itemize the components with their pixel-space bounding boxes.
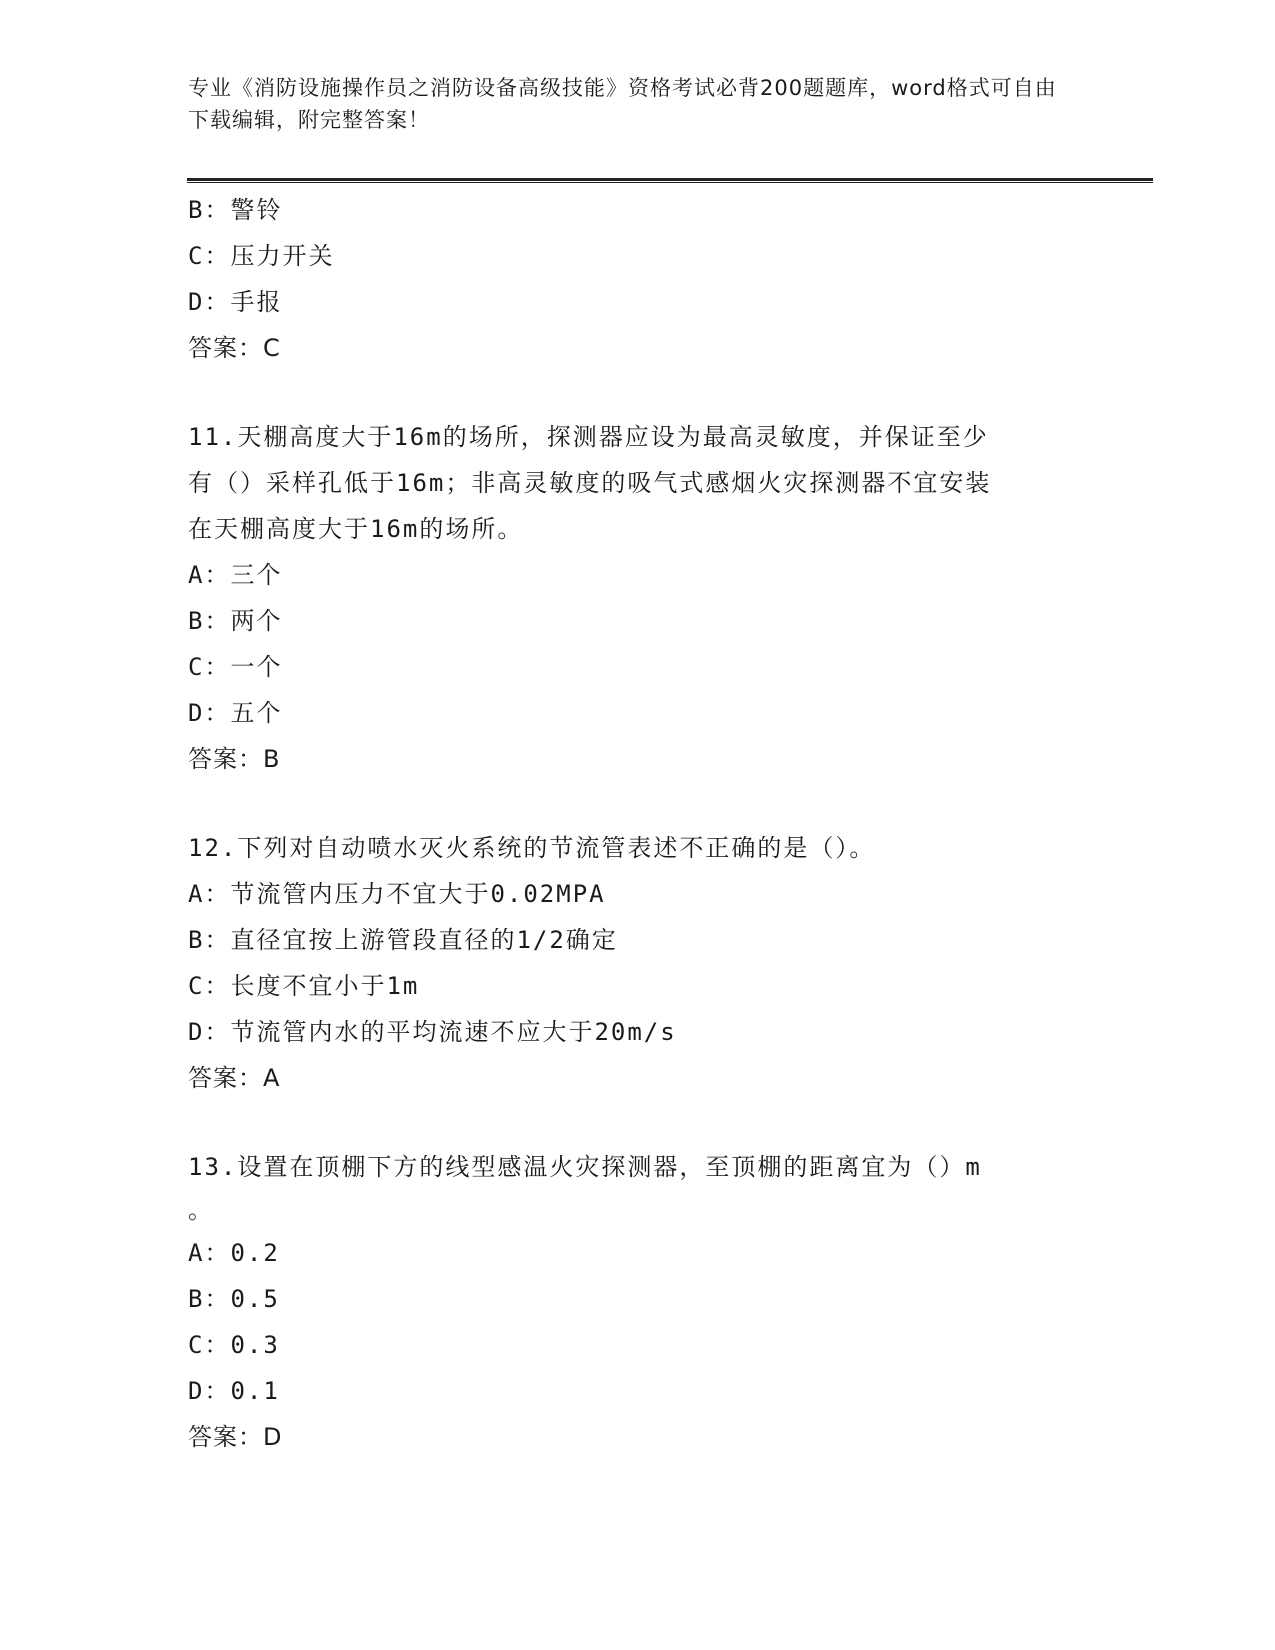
option-d: D：五个 xyxy=(188,699,283,727)
question-block-12 xyxy=(188,825,1088,1101)
question-text-line: 在天棚高度大于16m的场所。 xyxy=(188,515,524,543)
question-list xyxy=(188,187,1088,1460)
question-text-line: 有（）采样孔低于16m；非高灵敏度的吸气式感烟火灾探测器不宜安装 xyxy=(188,469,992,497)
option-d: D：节流管内水的平均流速不应大于20m/s xyxy=(188,1018,677,1046)
answer-line: 答案：B xyxy=(188,745,281,773)
answer-line: 答案：A xyxy=(188,1064,281,1092)
question-text-line: 12.下列对自动喷水灭火系统的节流管表述不正确的是（）。 xyxy=(188,834,876,862)
option-d: D：0.1 xyxy=(188,1377,280,1405)
option-b: B：直径宜按上游管段直径的1/2确定 xyxy=(188,926,618,954)
header-title: 专业《消防设施操作员之消防设备高级技能》资格考试必背200题题库，word格式可自由下载编辑，附完整答案！ xyxy=(188,76,1057,132)
document-header xyxy=(188,72,1068,136)
option-a: A：三个 xyxy=(188,561,283,589)
question-text-line: 11.天棚高度大于16m的场所，探测器应设为最高灵敏度，并保证至少 xyxy=(188,423,989,451)
option-a: A：0.2 xyxy=(188,1239,280,1267)
header-divider xyxy=(187,178,1153,183)
option-c: C：长度不宜小于1m xyxy=(188,972,420,1000)
question-block-11 xyxy=(188,414,1088,782)
answer-line: 答案：C xyxy=(188,334,281,362)
question-block-13 xyxy=(188,1144,1088,1460)
option-c: C：一个 xyxy=(188,653,283,681)
option-b: B：0.5 xyxy=(188,1285,280,1313)
question-text-line: 。 xyxy=(188,1196,214,1224)
option-d: D：手报 xyxy=(188,288,283,316)
question-text-line: 13.设置在顶棚下方的线型感温火灾探测器，至顶棚的距离宜为（）m xyxy=(188,1153,982,1181)
option-b: B：警铃 xyxy=(188,196,283,224)
option-b: B：两个 xyxy=(188,607,283,635)
option-c: C：0.3 xyxy=(188,1331,280,1359)
option-c: C：压力开关 xyxy=(188,242,335,270)
question-block-10 xyxy=(188,187,1088,371)
option-a: A：节流管内压力不宜大于0.02MPA xyxy=(188,880,606,908)
answer-line: 答案：D xyxy=(188,1423,283,1451)
